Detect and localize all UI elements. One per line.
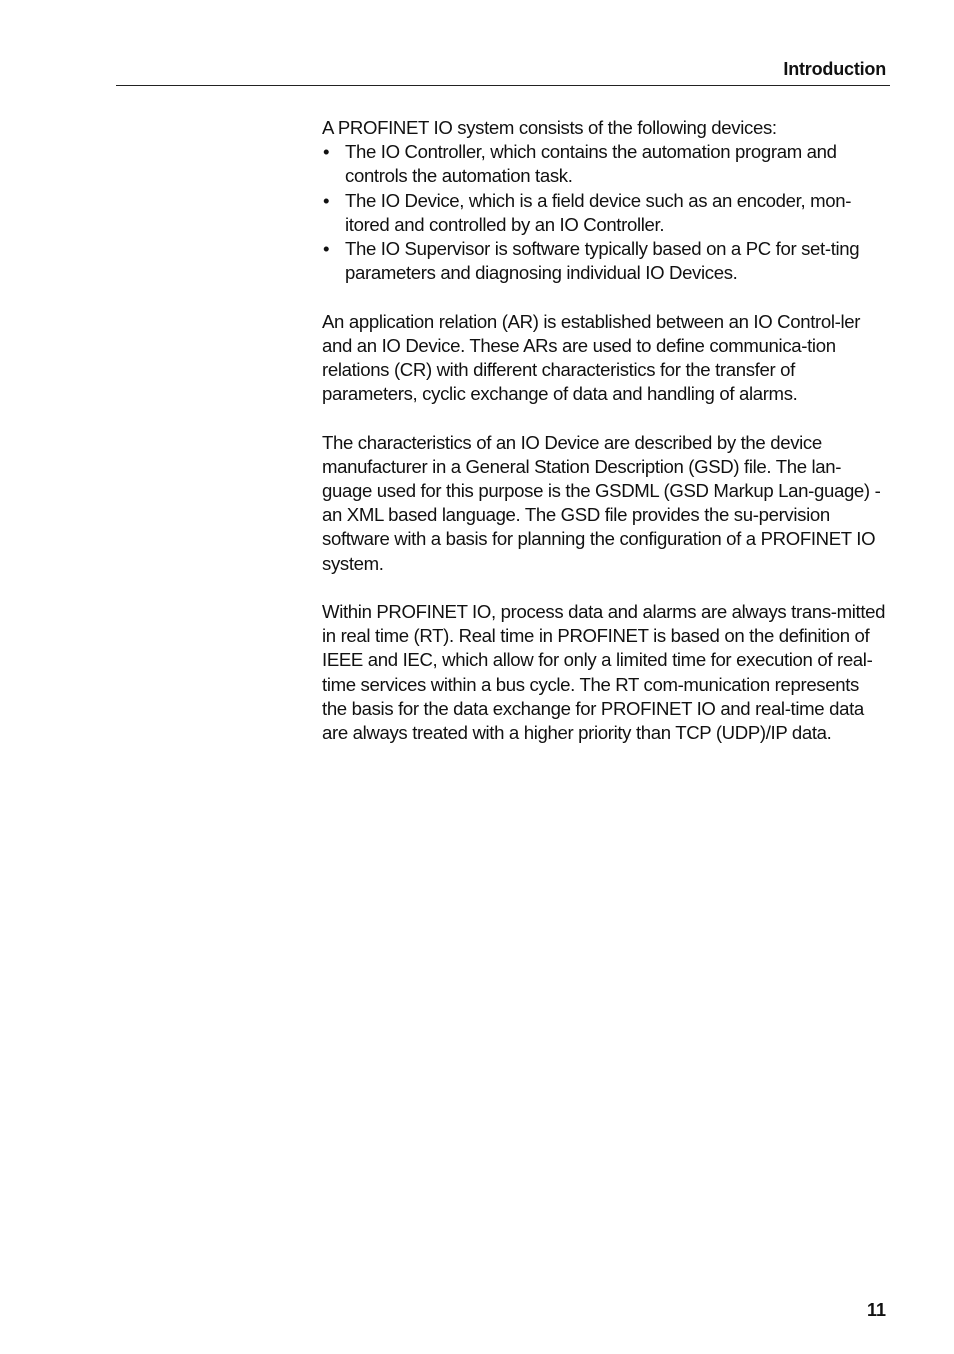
list-item-text: The IO Device, which is a field device such as an encoder, mon-itored and controlled by an IO Controller. — [345, 189, 852, 235]
intro-text: A PROFINET IO system consists of the following devices: — [322, 117, 777, 138]
list-item-text: The IO Controller, which contains the automation program and controls the automation task. — [345, 141, 837, 187]
page-number: 11 — [866, 1300, 886, 1320]
page-header — [116, 58, 890, 86]
bullet-icon: • — [323, 238, 330, 260]
list-item — [322, 140, 888, 188]
paragraph-real-time: Within PROFINET IO, process data and alarms are always trans-mitted in real time (RT). Real time in PROFINET is based on the definition of IEEE and IEC, which allow for only a limited time for execution of real-time services within a bus cycle. The RT com-munication represents the basis for the data exchange for PROFINET IO and real-time data are always treated with a higher priority than TCP (UDP)/IP data. — [322, 601, 886, 744]
section-title: Introduction — [783, 59, 886, 79]
device-list — [322, 140, 888, 285]
list-item-text: The IO Supervisor is software typically based on a PC for set-ting parameters and diagnosing individual IO Devices. — [345, 238, 860, 284]
list-item — [322, 189, 888, 237]
bullet-icon: • — [323, 141, 330, 163]
paragraph-gsd: The characteristics of an IO Device are described by the device manufacturer in a General Station Description (GSD) file. The lan-guage used for this purpose is the GSDML (GSD Markup Lan-guage) - an XML based language. The GSD file provides the su-pervision software with a basis for planning the configuration of a PROFINET IO system. — [322, 431, 881, 574]
paragraph-application-relation: An application relation (AR) is established between an IO Control-ler and an IO Device. These ARs are used to define communica-tion relations (CR) with different characteristics for the transfer of parameters, cyclic exchange of data and handling of alarms. — [322, 310, 861, 405]
bullet-icon: • — [323, 189, 330, 211]
list-item — [322, 237, 888, 285]
main-content — [322, 116, 888, 769]
